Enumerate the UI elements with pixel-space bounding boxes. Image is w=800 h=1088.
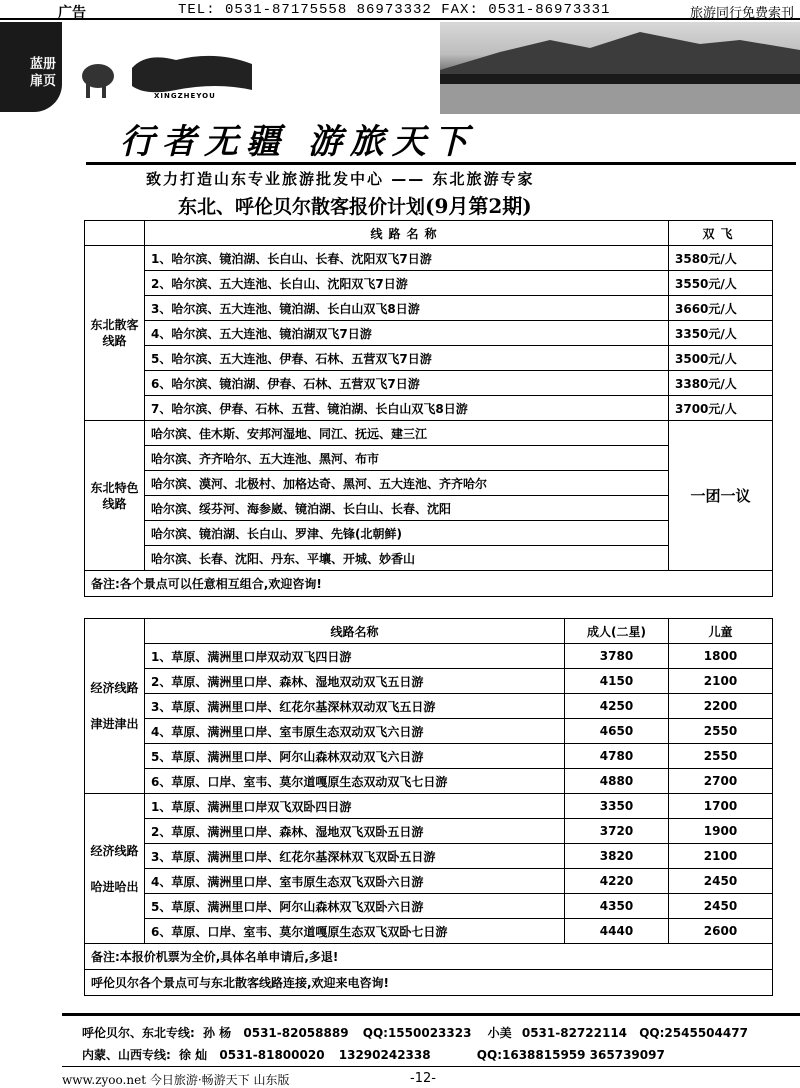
child-price: 2100 [669, 844, 773, 869]
slogan-rule [86, 162, 796, 165]
contact-phone: 0531-82722114 [521, 1026, 628, 1040]
table-row: 2、草原、满洲里口岸、森林、湿地双飞双卧五日游 [145, 819, 565, 844]
econ-ha-region [85, 794, 145, 944]
adult-price: 4880 [565, 769, 669, 794]
econ-in-region-b: 津进津出 [90, 717, 139, 731]
page-bottom [62, 1070, 800, 1087]
price-cell: 3660元/人 [669, 296, 773, 321]
contact-label: 呼伦贝尔、东北专线: [82, 1026, 195, 1040]
table-row: 4、哈尔滨、五大连池、镜泊湖双飞7日游 [145, 321, 669, 346]
price-cell: 3700元/人 [669, 396, 773, 421]
header-route: 线路名称 [145, 619, 565, 644]
ad-tag: 广告 [58, 5, 86, 21]
adult-price: 3820 [565, 844, 669, 869]
adult-price: 4350 [565, 894, 669, 919]
header-banner [62, 22, 800, 172]
contact-qq: QQ:2545504477 [639, 1026, 748, 1040]
contact-name: 徐 灿 [179, 1048, 208, 1062]
table-row: 哈尔滨、佳木斯、安邦河湿地、同江、抚远、建三江 [145, 421, 669, 446]
table-note: 备注:各个景点可以任意相互组合,欢迎咨询! [85, 571, 773, 597]
table-row: 2、哈尔滨、五大连池、长白山、沈阳双飞7日游 [145, 271, 669, 296]
header-adult: 成人(二星) [565, 619, 669, 644]
table-row: 6、草原、口岸、室韦、莫尔道嘎原生态双飞双卧七日游 [145, 919, 565, 944]
table-row: 4、草原、满洲里口岸、室韦原生态双飞双卧六日游 [145, 869, 565, 894]
special-region: 东北特色线路 [85, 421, 145, 571]
child-price: 1800 [669, 644, 773, 669]
child-price: 2600 [669, 919, 773, 944]
contact-name: 孙 杨 [203, 1026, 232, 1040]
logo-subtitle: XINGZHEYOU [154, 92, 216, 100]
site-link[interactable]: www.zyoo.net 今日旅游·畅游天下 山东版 [62, 1073, 290, 1087]
adult-price: 4250 [565, 694, 669, 719]
subhead: 致力打造山东专业旅游批发中心 —— 东北旅游专家 [146, 170, 535, 188]
table-row: 6、草原、口岸、室韦、莫尔道嘎原生态双动双飞七日游 [145, 769, 565, 794]
adult-price: 4150 [565, 669, 669, 694]
index-title: 旅游同行免费索刊 [689, 6, 794, 21]
adult-price: 4440 [565, 919, 669, 944]
side-tab [0, 22, 62, 112]
adult-price: 4650 [565, 719, 669, 744]
contact-phone: 0531-82058889 [243, 1026, 349, 1040]
adult-price: 3720 [565, 819, 669, 844]
adult-price: 3780 [565, 644, 669, 669]
price-cell: 3500元/人 [669, 346, 773, 371]
contact-qq: QQ:1550023323 [362, 1026, 472, 1040]
contact-name: 小美 [487, 1026, 512, 1040]
group-price: 一团一议 [669, 421, 773, 571]
table-row: 2、草原、满洲里口岸、森林、湿地双动双飞五日游 [145, 669, 565, 694]
plan-issue: (9月第2期) [425, 194, 532, 218]
adult-price: 3350 [565, 794, 669, 819]
child-price: 2450 [669, 894, 773, 919]
econ-in-region-a: 经济线路 [90, 681, 139, 695]
table-row: 4、草原、满洲里口岸、室韦原生态双动双飞六日游 [145, 719, 565, 744]
header-child: 儿童 [669, 619, 773, 644]
contact-phone: 0531-81800020 [219, 1048, 325, 1062]
price-cell: 3550元/人 [669, 271, 773, 296]
econ-ha-region-a: 经济线路 [90, 843, 139, 858]
table-row: 3、草原、满洲里口岸、红花尔基深林双飞双卧五日游 [145, 844, 565, 869]
table-row: 7、哈尔滨、伊春、石林、五营、镜泊湖、长白山双飞8日游 [145, 396, 669, 421]
side-tab-label: 蓝册扉页 [29, 57, 56, 89]
child-price: 2450 [669, 869, 773, 894]
table-note: 呼伦贝尔各个景点可与东北散客线路连接,欢迎来电咨询! [85, 970, 773, 996]
top-bar [0, 0, 800, 20]
table-row: 1、草原、满洲里口岸双飞双卧四日游 [145, 794, 565, 819]
child-price: 2550 [669, 719, 773, 744]
contact-mobile: 13290242338 [338, 1048, 431, 1062]
table-row: 6、哈尔滨、镜泊湖、伊春、石林、五营双飞7日游 [145, 371, 669, 396]
header-price: 双飞 [669, 221, 773, 246]
table-row: 5、草原、满洲里口岸、阿尔山森林双动双飞六日游 [145, 744, 565, 769]
scatter-region: 东北散客线路 [85, 246, 145, 421]
contact-label: 内蒙、山西专线: [82, 1048, 171, 1062]
adult-price: 4780 [565, 744, 669, 769]
page-number: -12- [410, 1071, 436, 1086]
price-cell: 3580元/人 [669, 246, 773, 271]
header-route: 线路名称 [145, 221, 669, 246]
contact-qq: QQ:1638815959 365739097 [476, 1048, 665, 1062]
table-row: 1、哈尔滨、镜泊湖、长白山、长春、沈阳双飞7日游 [145, 246, 669, 271]
econ-ha-region-b: 哈进哈出 [90, 879, 139, 894]
hulunbuir-price-table [84, 618, 773, 996]
contact-line-1 [82, 1024, 748, 1041]
table-row: 1、草原、满洲里口岸双动双飞四日游 [145, 644, 565, 669]
table-row: 5、哈尔滨、五大连池、伊春、石林、五营双飞7日游 [145, 346, 669, 371]
plan-title [178, 190, 532, 219]
northeast-price-table [84, 220, 773, 597]
child-price: 2700 [669, 769, 773, 794]
child-price: 2100 [669, 669, 773, 694]
contact-footer [62, 1013, 800, 1067]
price-cell: 3350元/人 [669, 321, 773, 346]
mountain-lake-icon [440, 22, 800, 114]
table-row: 哈尔滨、镜泊湖、长白山、罗津、先锋(北朝鲜) [145, 521, 669, 546]
table-corner [85, 221, 145, 246]
table-row: 哈尔滨、绥芬河、海参崴、镜泊湖、长白山、长春、沈阳 [145, 496, 669, 521]
child-price: 2200 [669, 694, 773, 719]
child-price: 2550 [669, 744, 773, 769]
contact-line: TEL: 0531-87175558 86973332 FAX: 0531-86973331 [178, 2, 611, 18]
price-cell: 3380元/人 [669, 371, 773, 396]
table-row: 哈尔滨、齐齐哈尔、五大连池、黑河、布市 [145, 446, 669, 471]
child-price: 1900 [669, 819, 773, 844]
table-row: 哈尔滨、漠河、北极村、加格达奇、黑河、五大连池、齐齐哈尔 [145, 471, 669, 496]
table-row: 3、哈尔滨、五大连池、镜泊湖、长白山双飞8日游 [145, 296, 669, 321]
table-row: 3、草原、满洲里口岸、红花尔基深林双动双飞五日游 [145, 694, 565, 719]
table-note: 备注:本报价机票为全价,具体名单申请后,多退! [85, 944, 773, 970]
table-row: 哈尔滨、长春、沈阳、丹东、平壤、开城、妙香山 [145, 546, 669, 571]
econ-in-region [85, 619, 145, 794]
child-price: 1700 [669, 794, 773, 819]
slogan: 行者无疆 游旅天下 [120, 122, 476, 162]
table-row: 5、草原、满洲里口岸、阿尔山森林双飞双卧六日游 [145, 894, 565, 919]
plan-title-text: 东北、呼伦贝尔散客报价计划 [178, 196, 426, 218]
adult-price: 4220 [565, 869, 669, 894]
contact-line-2 [82, 1046, 665, 1063]
